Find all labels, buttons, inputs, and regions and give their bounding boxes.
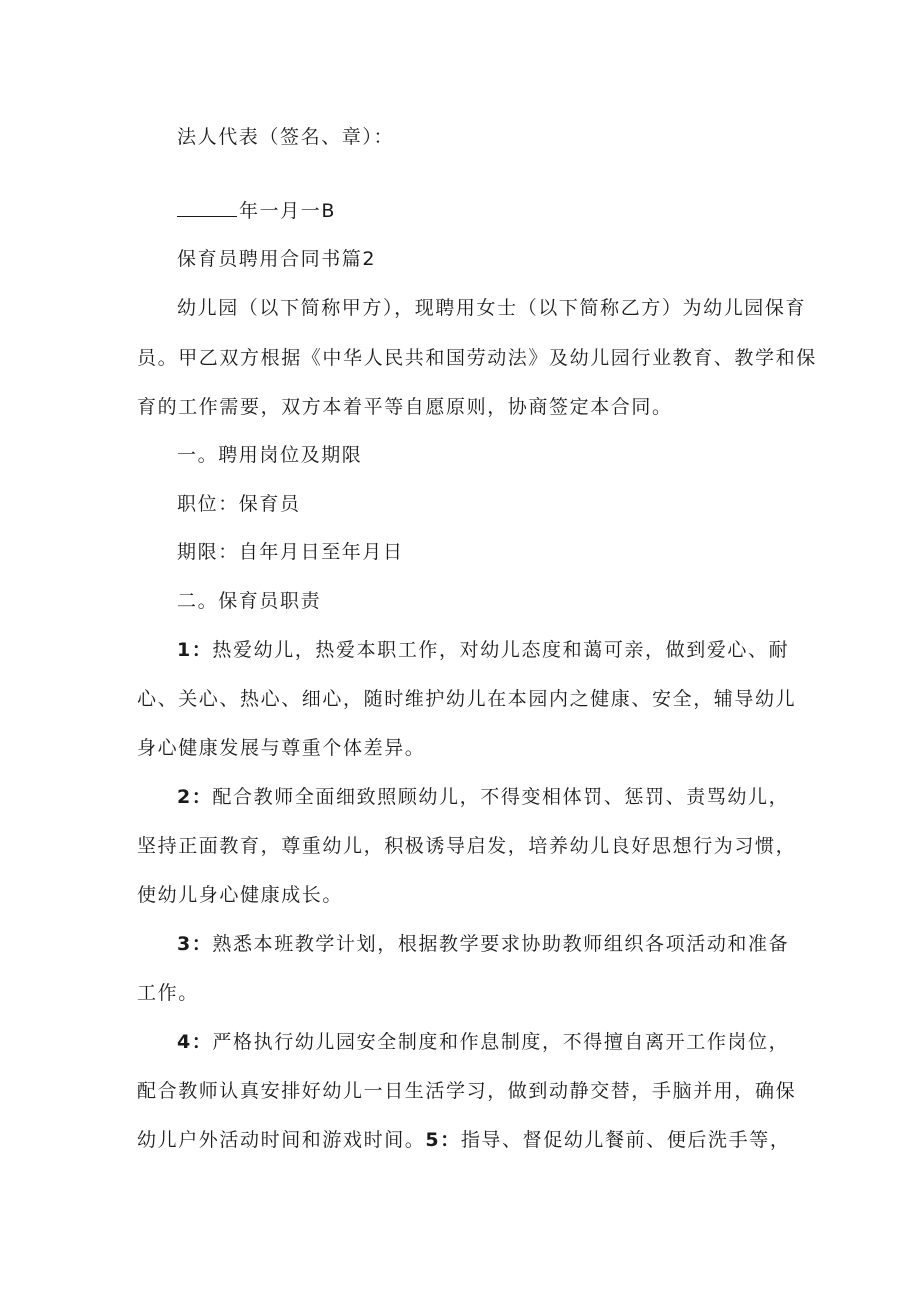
intro-line-3: 育的工作需要，双方本着平等自愿原则，协商签定本合同。	[137, 396, 673, 418]
item2-line-2: 坚持正面教育，尊重幼儿，积极诱导启发，培养幼儿良好思想行为习惯，	[137, 835, 797, 857]
date-text: 年一月一B	[239, 200, 337, 222]
intro-line-2: 员。甲乙双方根据《中华人民共和国劳动法》及幼儿园行业教育、教学和保	[137, 347, 817, 369]
item3-line-1	[177, 931, 789, 957]
item4-text-1: 严格执行幼儿园安全制度和作息制度，不得擅自离开工作岗位，	[212, 1031, 790, 1053]
intro-line-1: 幼儿园（以下简称甲方），现聘用女士（以下简称乙方）为幼儿园保育	[177, 297, 807, 319]
item2-line-3: 使幼儿身心健康成长。	[137, 884, 344, 906]
position-text: 职位：保育员	[177, 493, 301, 515]
item2-text-1: 配合教师全面细致照顾幼儿，不得变相体罚、惩罚、责骂幼儿，	[212, 786, 790, 808]
item4-text-3: 幼儿户外活动时间和游戏时间。	[137, 1129, 426, 1151]
item3-number: 3：	[177, 933, 213, 955]
item1-line-2: 心、关心、热心、细心，随时维护幼儿在本园内之健康、安全，辅导幼儿	[137, 688, 797, 710]
item2-number: 2：	[177, 786, 213, 808]
item3-line-2: 工作。	[137, 982, 199, 1004]
item5-text-1: 指导、督促幼儿餐前、便后洗手等，	[460, 1129, 791, 1151]
date-blank	[177, 198, 237, 217]
signature-date	[177, 198, 336, 224]
item1-line-3: 身心健康发展与尊重个体差异。	[137, 737, 426, 759]
section-heading: 保育员聘用合同书篇2	[177, 248, 377, 270]
legal-rep-label: 法人代表（签名、章）：	[177, 126, 395, 148]
item1-text-1: 热爱幼儿，热爱本职工作，对幼儿态度和蔼可亲，做到爱心、耐	[212, 639, 790, 661]
item4-line-3	[137, 1127, 790, 1153]
item4-line-1	[177, 1029, 789, 1055]
section1-title: 一。聘用岗位及期限	[177, 444, 363, 466]
term-text: 期限：自年月日至年月日	[177, 541, 404, 563]
item1-line-1	[177, 637, 789, 663]
item4-number: 4：	[177, 1031, 213, 1053]
item3-text-1: 熟悉本班教学计划，根据教学要求协助教师组织各项活动和准备	[212, 933, 790, 955]
item2-line-1	[177, 784, 789, 810]
item5-number: 5：	[425, 1129, 461, 1151]
item4-line-2: 配合教师认真安排好幼儿一日生活学习，做到动静交替，手脑并用，确保	[137, 1080, 797, 1102]
item1-number: 1：	[177, 639, 213, 661]
section2-title: 二。保育员职责	[177, 590, 322, 612]
